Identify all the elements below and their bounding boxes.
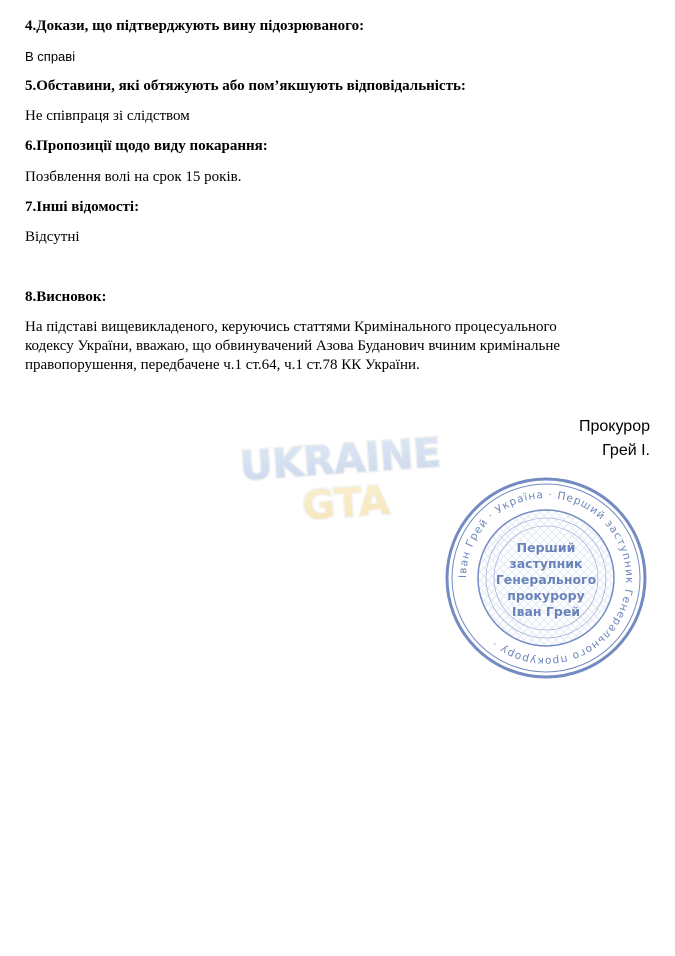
conclusion-line: кодексу України, вважаю, що обвинувачений Азова Буданович вчиним кримінальне [25, 338, 561, 354]
stamp-center-line: Іван Грей [511, 604, 581, 619]
conclusion-line: На підставі вищевикладеного, керуючись статтями Кримінального процесуального [25, 319, 557, 335]
stamp-center-line: заступник [509, 556, 583, 571]
watermark-line2: GTA [300, 477, 392, 530]
stamp-ring-text: Іван Грей · Україна · Перший заступник Генерального прокурору · [456, 488, 636, 668]
conclusion-line: правопорушення, передбачене ч.1 ст.64, ч.1 ст.78 КК України. [25, 357, 420, 373]
section-4-text: В справі [25, 49, 76, 64]
section-6-heading: 6.Пропозиції щодо виду покарання: [25, 138, 268, 154]
ukraine-gta-watermark-logo [238, 425, 443, 530]
section-7-text: Відсутні [25, 229, 80, 245]
conclusion-text [25, 318, 625, 375]
section-7-heading: 7.Інші відомості: [25, 199, 140, 215]
official-stamp-seal [444, 476, 648, 680]
watermark-line1: UKRAINE [238, 430, 443, 490]
signature-name: Грей І. [602, 442, 650, 459]
stamp-center-line: Перший [516, 540, 576, 555]
section-5-text: Не співпраця зі слідством [25, 108, 190, 124]
signature-title: Прокурор [579, 418, 650, 435]
stamp-center-line: Генерального [495, 572, 597, 587]
section-5-heading: 5.Обставини, які обтяжують або пом’якшують відповідальність: [25, 78, 466, 94]
section-6-text: Позбвлення волі на срок 15 років. [25, 169, 242, 185]
stamp-center-line: прокурору [507, 588, 585, 603]
section-8-heading: 8.Висновок: [25, 289, 107, 305]
section-4-heading: 4.Докази, що підтверджують вину підозрюваного: [25, 18, 365, 34]
